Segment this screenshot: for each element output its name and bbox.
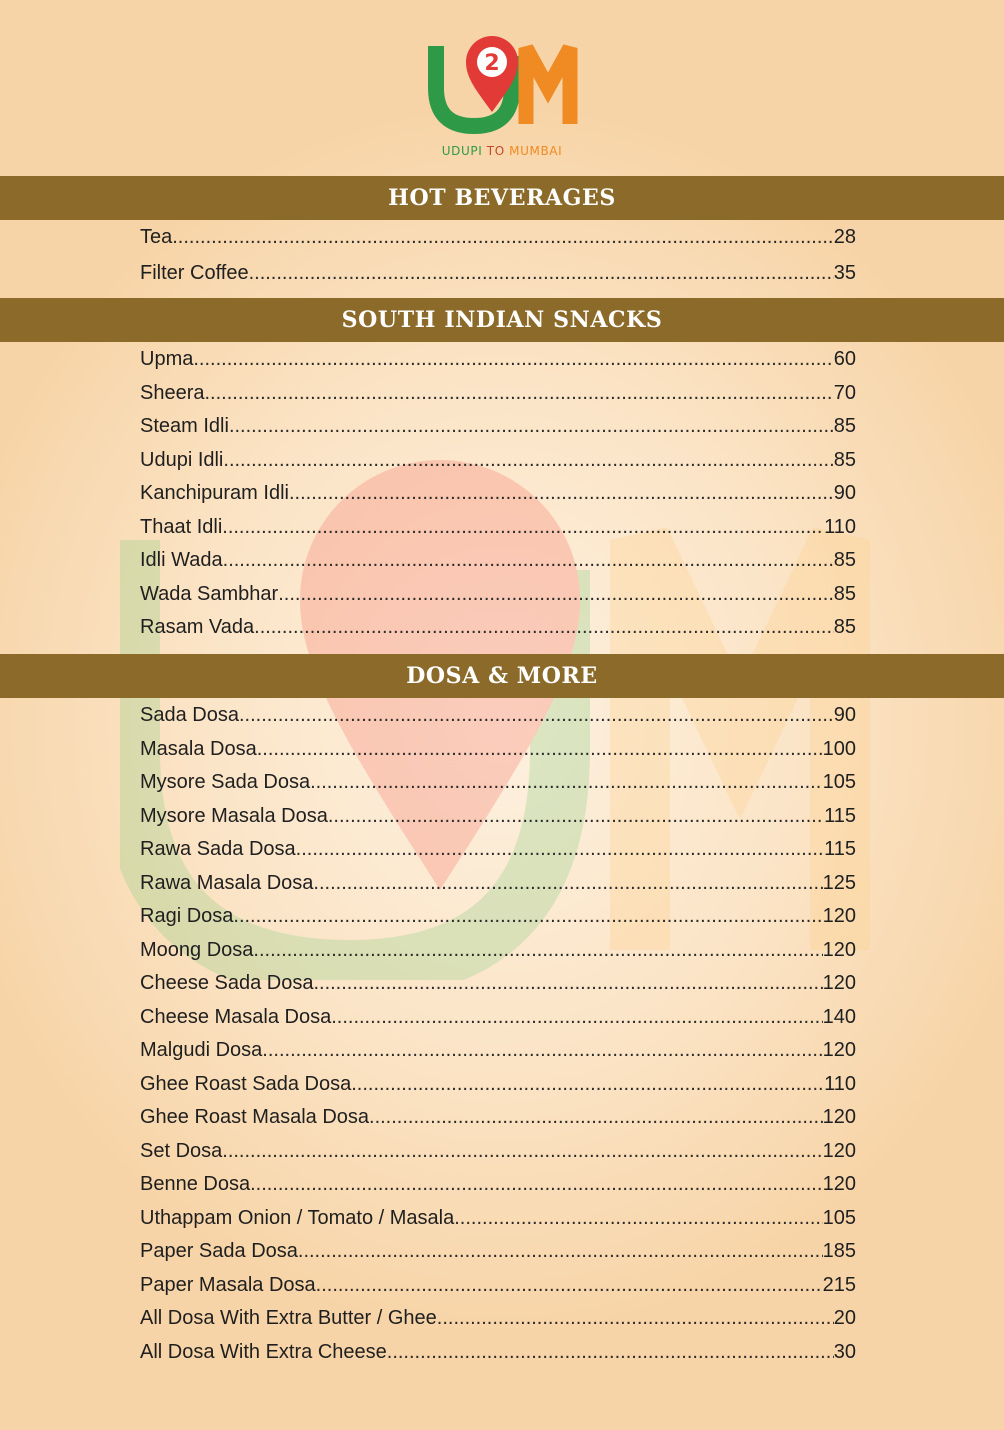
menu-item <box>140 1307 856 1341</box>
item-name: Benne Dosa <box>140 1173 251 1195</box>
item-price: 215 <box>822 1273 856 1296</box>
item-price: 90 <box>833 704 856 726</box>
item-name: Masala Dosa <box>140 737 257 760</box>
item-name: Ghee Roast Sada Dosa <box>140 1072 352 1095</box>
menu-item <box>140 583 856 617</box>
item-name: Sheera <box>140 381 205 404</box>
item-name: Tea <box>140 226 173 248</box>
item-name: Kanchipuram Idli <box>140 482 289 504</box>
menu-list-dosa-and-more <box>140 704 856 1374</box>
svg-text:2: 2 <box>484 51 500 76</box>
dot-leader <box>454 1207 822 1230</box>
dot-leader <box>313 972 822 995</box>
item-price: 60 <box>833 348 856 370</box>
section-header-dosa-and-more <box>0 654 1004 698</box>
menu-item <box>140 549 856 583</box>
item-name: Idli Wada <box>140 549 223 571</box>
item-name: Rasam Vada <box>140 616 255 638</box>
item-price: 110 <box>824 1072 856 1095</box>
menu-item <box>140 482 856 516</box>
item-name: Rawa Masala Dosa <box>140 871 314 894</box>
dot-leader <box>328 805 824 828</box>
menu-item <box>140 838 856 872</box>
menu-item <box>140 905 856 939</box>
dot-leader <box>239 704 834 727</box>
dot-leader <box>387 1341 834 1364</box>
menu-item <box>140 1274 856 1308</box>
item-name: Cheese Masala Dosa <box>140 1005 332 1028</box>
dot-leader <box>233 905 822 928</box>
item-price: 120 <box>822 1039 856 1061</box>
menu-item <box>140 1039 856 1073</box>
item-price: 120 <box>822 1173 856 1195</box>
item-price: 100 <box>822 737 856 760</box>
item-name: Ghee Roast Masala Dosa <box>140 1106 370 1128</box>
menu-list-hot-beverages <box>140 226 856 298</box>
menu-item <box>140 704 856 738</box>
dot-leader <box>296 838 824 861</box>
item-price: 120 <box>822 1139 856 1162</box>
section-title: SOUTH INDIAN SNACKS <box>341 307 663 333</box>
item-price: 105 <box>822 1206 856 1229</box>
dot-leader <box>262 1039 822 1062</box>
dot-leader <box>369 1106 823 1129</box>
item-price: 70 <box>833 381 856 404</box>
menu-item <box>140 516 856 550</box>
item-name: Malgudi Dosa <box>140 1039 263 1061</box>
item-price: 28 <box>833 226 856 248</box>
menu-item <box>140 1341 856 1375</box>
item-name: All Dosa With Extra Butter / Ghee <box>140 1307 437 1329</box>
item-name: Thaat Idli <box>140 515 223 538</box>
dot-leader <box>229 415 834 438</box>
dot-leader <box>253 939 822 962</box>
menu-item <box>140 771 856 805</box>
dot-leader <box>249 262 834 285</box>
menu-item <box>140 1006 856 1040</box>
item-name: Moong Dosa <box>140 938 254 961</box>
item-price: 125 <box>822 871 856 894</box>
menu-item <box>140 939 856 973</box>
dot-leader <box>351 1073 824 1096</box>
section-header-hot-beverages <box>0 176 1004 220</box>
item-name: All Dosa With Extra Cheese <box>140 1340 387 1363</box>
item-name: Ragi Dosa <box>140 905 234 927</box>
menu-list-south-indian-snacks <box>140 348 856 650</box>
menu-item <box>140 1106 856 1140</box>
item-name: Paper Masala Dosa <box>140 1273 316 1296</box>
dot-leader <box>172 226 834 249</box>
item-price: 115 <box>824 838 856 860</box>
item-price: 85 <box>833 415 856 437</box>
item-name: Rawa Sada Dosa <box>140 838 296 860</box>
menu-item <box>140 415 856 449</box>
section-title: HOT BEVERAGES <box>388 185 616 211</box>
dot-leader <box>223 449 833 472</box>
section-title: DOSA & MORE <box>406 663 598 689</box>
menu-item <box>140 1073 856 1107</box>
item-name: Cheese Sada Dosa <box>140 972 314 994</box>
menu-item <box>140 872 856 906</box>
item-name: Mysore Masala Dosa <box>140 804 328 827</box>
item-price: 30 <box>833 1340 856 1363</box>
item-name: Set Dosa <box>140 1139 223 1162</box>
item-price: 185 <box>822 1240 856 1262</box>
menu-item <box>140 805 856 839</box>
item-name: Udupi Idli <box>140 448 224 471</box>
dot-leader <box>205 382 834 405</box>
menu-item <box>140 449 856 483</box>
dot-leader <box>331 1006 822 1029</box>
dot-leader <box>289 482 834 505</box>
dot-leader <box>437 1307 834 1330</box>
item-price: 110 <box>824 515 856 538</box>
menu-item <box>140 738 856 772</box>
item-price: 85 <box>833 549 856 571</box>
item-price: 120 <box>822 905 856 927</box>
dot-leader <box>313 872 822 895</box>
item-price: 20 <box>833 1307 856 1329</box>
menu-item <box>140 1140 856 1174</box>
item-price: 115 <box>824 804 856 827</box>
item-price: 140 <box>822 1005 856 1028</box>
item-name: Mysore Sada Dosa <box>140 771 311 793</box>
brand-tagline: UDUPI TO MUMBAI <box>441 144 563 158</box>
item-name: Steam Idli <box>140 415 229 437</box>
dot-leader <box>222 1140 822 1163</box>
dot-leader <box>222 516 824 539</box>
brand-logo <box>416 26 588 166</box>
item-price: 85 <box>833 616 856 638</box>
item-price: 105 <box>822 771 856 793</box>
item-name: Filter Coffee <box>140 262 249 284</box>
item-price: 35 <box>833 262 856 284</box>
menu-item <box>140 226 856 262</box>
dot-leader <box>298 1240 823 1263</box>
item-name: Upma <box>140 348 194 370</box>
item-price: 85 <box>833 582 856 605</box>
menu-item <box>140 616 856 650</box>
dot-leader <box>193 348 833 371</box>
menu-item <box>140 262 856 298</box>
dot-leader <box>310 771 823 794</box>
item-name: Wada Sambhar <box>140 582 279 605</box>
dot-leader <box>278 583 834 606</box>
item-price: 85 <box>833 448 856 471</box>
menu-item <box>140 348 856 382</box>
item-price: 120 <box>822 972 856 994</box>
menu-item <box>140 972 856 1006</box>
menu-item <box>140 382 856 416</box>
item-name: Sada Dosa <box>140 704 239 726</box>
item-price: 120 <box>822 938 856 961</box>
menu-item <box>140 1173 856 1207</box>
item-price: 120 <box>822 1106 856 1128</box>
section-header-south-indian-snacks <box>0 298 1004 342</box>
item-name: Uthappam Onion / Tomato / Masala <box>140 1206 455 1229</box>
dot-leader <box>250 1173 823 1196</box>
item-price: 90 <box>833 482 856 504</box>
dot-leader <box>257 738 823 761</box>
item-name: Paper Sada Dosa <box>140 1240 298 1262</box>
menu-item <box>140 1207 856 1241</box>
menu-item <box>140 1240 856 1274</box>
dot-leader <box>223 549 834 572</box>
dot-leader <box>254 616 834 639</box>
dot-leader <box>316 1274 823 1297</box>
